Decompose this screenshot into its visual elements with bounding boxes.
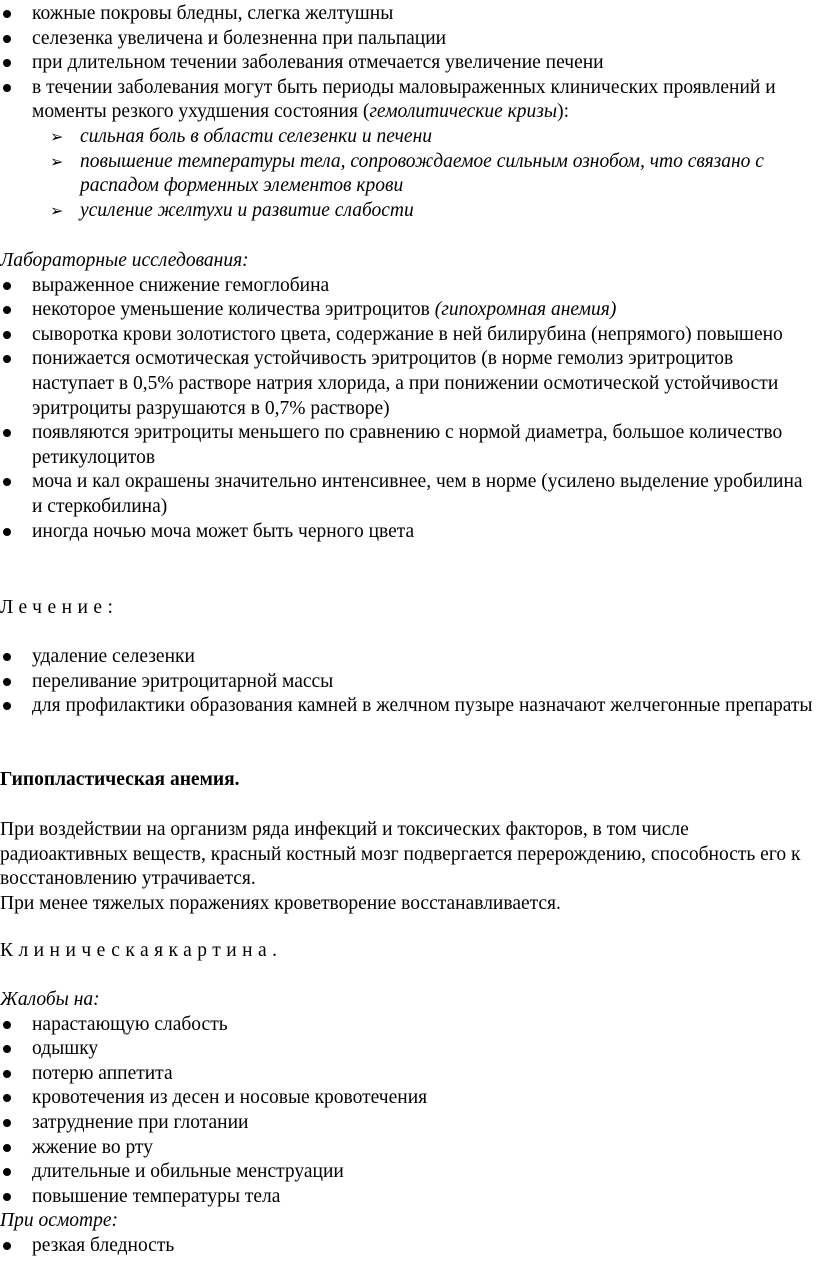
list-item: удаление селезенки — [0, 645, 816, 670]
hypoplastic-title-block — [0, 768, 816, 793]
intro-list — [0, 2, 816, 125]
treatment-heading-block — [0, 596, 816, 621]
crisis-term: гемолитические кризы — [369, 101, 558, 123]
lab-item2-text: некоторое уменьшение количества эритроцитов — [32, 299, 435, 321]
list-item: резкая бледность — [0, 1234, 816, 1259]
treatment-section — [0, 645, 816, 719]
exam-heading: При осмотре: — [0, 1210, 119, 1232]
list-item: понижается осмотическая устойчивость эритроцитов (в норме гемолиз эритроцитов наступает в 0,5% растворе натрия хлорида, а при понижении осмотической устойчивости эритроциты разрушаются в 0,7% растворе) — [0, 347, 816, 421]
crisis-signs-list — [0, 125, 816, 223]
paragraph: При воздействии на организм ряда инфекций и токсических факторов, в том числе радиоактивных веществ, красный костный мозг подвергается перерождению, способность его к восстановлению утрачивается. — [0, 819, 801, 890]
list-item: ➢ усиление желтухи и развитие слабости — [0, 199, 816, 224]
list-item: потерю аппетита — [0, 1062, 816, 1087]
lab-item2-term: (гипохромная анемия) — [434, 299, 617, 321]
section-title: Гипопластическая анемия. — [0, 769, 240, 790]
list-item — [0, 298, 816, 323]
exam-list — [0, 1234, 816, 1259]
list-item: ➢ сильная боль в области селезенки и печени — [0, 125, 816, 150]
complaints-list — [0, 1013, 816, 1210]
hypoplastic-paragraphs — [0, 818, 816, 916]
list-item: выраженное снижение гемоглобина — [0, 274, 816, 299]
paragraph: При менее тяжелых поражениях кроветворение восстанавливается. — [0, 892, 561, 914]
list-item: появляются эритроциты меньшего по сравнению с нормой диаметра, большое количество ретикулоцитов — [0, 421, 816, 470]
list-item: селезенка увеличена и болезненна при пальпации — [0, 27, 816, 52]
lab-heading: Лабораторные исследования: — [0, 250, 249, 271]
list-item: затруднение при глотании — [0, 1111, 816, 1136]
list-item: одышку — [0, 1037, 816, 1062]
complaints-section — [0, 988, 816, 1259]
treatment-heading: Лечение: — [0, 597, 119, 618]
clinical-heading: Клиническаякартина. — [0, 940, 283, 961]
list-item: сыворотка крови золотистого цвета, содержание в ней билирубина (непрямого) повышено — [0, 323, 816, 348]
list-item: длительные и обильные менструации — [0, 1160, 816, 1185]
list-item: нарастающую слабость — [0, 1013, 816, 1038]
clinical-heading-block — [0, 939, 816, 964]
list-item: жжение во рту — [0, 1136, 816, 1161]
list-item: повышение температуры тела — [0, 1185, 816, 1210]
treatment-list — [0, 645, 816, 719]
lab-list — [0, 274, 816, 545]
list-item: при длительном течении заболевания отмечается увеличение печени — [0, 51, 816, 76]
list-item-crisis — [0, 76, 816, 125]
list-item: переливание эритроцитарной массы — [0, 670, 816, 695]
list-item: иногда ночью моча может быть черного цвета — [0, 520, 816, 545]
list-item: моча и кал окрашены значительно интенсивнее, чем в норме (усилено выделение уробилина и стеркобилина) — [0, 470, 816, 519]
lab-section — [0, 249, 816, 544]
list-item: кровотечения из десен и носовые кровотечения — [0, 1086, 816, 1111]
crisis-suffix: ): — [557, 101, 570, 123]
complaints-heading: Жалобы на: — [0, 989, 100, 1010]
intro-section — [0, 2, 816, 223]
crisis-prefix: в течении заболевания могут быть периоды маловыраженных клинических проявлений и моменты резкого ухудшения состояния ( — [32, 76, 776, 123]
list-item: ➢ повышение температуры тела, сопровождаемое сильным ознобом, что связано с распадом форменных элементов крови — [0, 150, 816, 199]
list-item: кожные покровы бледны, слегка желтушны — [0, 2, 816, 27]
list-item: для профилактики образования камней в желчном пузыре назначают желчегонные препараты — [0, 694, 816, 719]
